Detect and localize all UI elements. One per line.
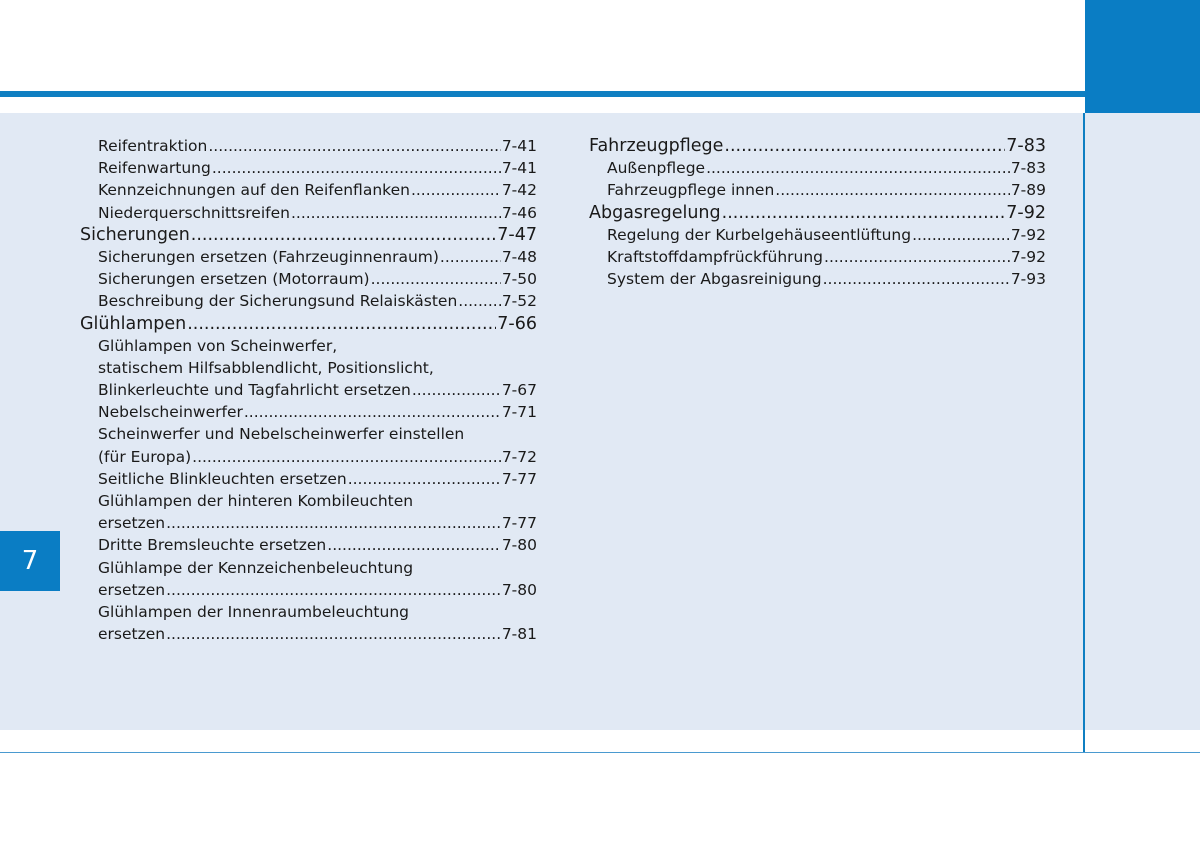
toc-entry <box>80 601 537 623</box>
toc-entry-title: Dritte Bremsleuchte ersetzen <box>98 536 327 555</box>
toc-leader-dots <box>187 313 496 335</box>
toc-page-number: 7-48 <box>501 247 537 266</box>
toc-entry <box>80 423 537 445</box>
toc-entry <box>80 202 537 224</box>
toc-entry-title: ersetzen <box>98 625 166 644</box>
toc-entry-title: Regelung der Kurbelgehäuseentlüftung <box>607 225 912 244</box>
toc-leader-dots <box>212 157 501 179</box>
toc-entry <box>80 401 537 423</box>
toc-entry-title: Sicherungen <box>80 224 190 245</box>
toc-page-number: 7-83 <box>1006 136 1046 156</box>
chapter-number: 7 <box>21 546 39 576</box>
toc-right-column <box>589 135 1046 290</box>
toc-page-number: 7-46 <box>501 203 537 222</box>
toc-entry <box>589 157 1046 179</box>
toc-page-number: 7-72 <box>501 447 537 466</box>
toc-leader-dots <box>724 135 1005 157</box>
toc-page-number: 7-92 <box>1010 247 1046 266</box>
toc-entry-title: ersetzen <box>98 514 166 533</box>
toc-leader-dots <box>208 135 500 157</box>
toc-leader-dots <box>412 379 501 401</box>
toc-entry <box>80 446 537 468</box>
toc-page-number: 7-67 <box>501 381 537 400</box>
toc-entry <box>80 534 537 556</box>
toc-page-number: 7-41 <box>501 137 537 155</box>
toc-leader-dots <box>824 246 1010 268</box>
toc-entry <box>80 135 537 157</box>
footer-rule <box>0 752 1200 753</box>
toc-leader-dots <box>291 202 501 224</box>
toc-leader-dots <box>411 179 501 201</box>
corner-tab <box>1085 0 1200 113</box>
toc-entry-title: Glühlampe der Kennzeichenbeleuchtung <box>98 558 414 577</box>
toc-entry-title: Glühlampen von Scheinwerfer, <box>98 336 338 355</box>
toc-entry-title: Kennzeichnungen auf den Reifenflanken <box>98 181 410 200</box>
right-margin-panel <box>1085 113 1200 730</box>
toc-entry <box>80 490 537 512</box>
toc-leader-dots <box>244 401 501 423</box>
toc-entry <box>589 246 1046 268</box>
toc-leader-dots <box>775 179 1010 201</box>
toc-entry <box>80 379 537 401</box>
toc-page-number: 7-52 <box>501 292 537 311</box>
toc-section-entry <box>80 224 537 246</box>
toc-entry-title: Glühlampen der hinteren Kombileuchten <box>98 492 414 510</box>
toc-entry-title: Niederquerschnittsreifen <box>98 203 290 222</box>
toc-leader-dots <box>458 290 501 312</box>
toc-entry <box>80 290 537 312</box>
toc-entry-title: Reifentraktion <box>98 137 208 155</box>
toc-entry <box>80 179 537 201</box>
header-rule <box>0 91 1085 97</box>
toc-page-number: 7-77 <box>501 469 537 488</box>
toc-page-number: 7-83 <box>1010 159 1046 178</box>
right-divider <box>1083 113 1085 753</box>
toc-page-number: 7-93 <box>1010 270 1046 289</box>
toc-section-entry <box>80 313 537 335</box>
toc-entry-title: Nebelscheinwerfer <box>98 403 243 422</box>
toc-section-entry <box>589 135 1046 157</box>
toc-left-column <box>80 135 537 645</box>
toc-entry <box>80 357 537 379</box>
toc-entry-title: statischem Hilfsabblendlicht, Positionslicht, <box>98 358 434 377</box>
toc-entry-title: (für Europa) <box>98 447 192 466</box>
toc-entry <box>80 157 537 179</box>
toc-entry-title: ersetzen <box>98 580 166 599</box>
toc-entry-title: Sicherungen ersetzen (Motorraum) <box>98 270 370 289</box>
toc-leader-dots <box>191 224 496 246</box>
toc-page-number: 7-47 <box>497 224 537 245</box>
toc-page-number: 7-42 <box>501 181 537 200</box>
toc-entry-title: Fahrzeugpflege <box>589 136 724 156</box>
toc-entry <box>589 268 1046 290</box>
toc-leader-dots <box>823 268 1010 290</box>
toc-entry <box>80 557 537 579</box>
toc-page-number: 7-66 <box>497 313 537 334</box>
toc-page-number: 7-81 <box>501 625 537 644</box>
toc-page-number: 7-77 <box>501 514 537 533</box>
toc-entry <box>589 224 1046 246</box>
toc-entry <box>80 468 537 490</box>
toc-entry-title: Außenpflege <box>607 159 706 178</box>
toc-section-entry <box>589 202 1046 224</box>
toc-entry <box>80 512 537 534</box>
toc-leader-dots <box>348 468 501 490</box>
toc-page-number: 7-50 <box>501 270 537 289</box>
toc-leader-dots <box>722 202 1006 224</box>
toc-leader-dots <box>706 157 1010 179</box>
toc-entry-title: Fahrzeugpflege innen <box>607 181 775 200</box>
toc-page-number: 7-92 <box>1010 225 1046 244</box>
toc-leader-dots <box>912 224 1010 246</box>
toc-entry-title: System der Abgasreinigung <box>607 270 822 289</box>
toc-leader-dots <box>166 512 501 534</box>
toc-entry-title: Scheinwerfer und Nebelscheinwerfer einstellen <box>98 425 465 444</box>
toc-entry <box>80 335 537 357</box>
toc-entry <box>589 179 1046 201</box>
toc-leader-dots <box>371 268 501 290</box>
toc-entry-title: Seitliche Blinkleuchten ersetzen <box>98 469 347 488</box>
toc-entry-title: Reifenwartung <box>98 159 211 178</box>
toc-page-number: 7-89 <box>1010 181 1046 200</box>
toc-page-number: 7-41 <box>501 159 537 178</box>
toc-page-number: 7-71 <box>501 403 537 422</box>
toc-entry-title: Glühlampen der Innenraumbeleuchtung <box>98 602 409 621</box>
toc-leader-dots <box>166 623 501 645</box>
toc-entry-title: Kraftstoffdampfrückführung <box>607 247 824 266</box>
toc-entry <box>80 268 537 290</box>
toc-entry <box>80 623 537 645</box>
toc-leader-dots <box>166 579 501 601</box>
chapter-number-tab <box>0 531 60 591</box>
toc-entry <box>80 579 537 601</box>
toc-entry-title: Abgasregelung <box>589 202 721 223</box>
toc-entry-title: Glühlampen <box>80 313 187 334</box>
toc-entry <box>80 246 537 268</box>
toc-leader-dots <box>192 446 501 468</box>
toc-page-number: 7-80 <box>501 536 537 555</box>
toc-page-number: 7-92 <box>1006 202 1046 223</box>
toc-entry-title: Sicherungen ersetzen (Fahrzeuginnenraum) <box>98 247 439 266</box>
toc-leader-dots <box>440 246 501 268</box>
toc-leader-dots <box>327 534 501 556</box>
toc-entry-title: Blinkerleuchte und Tagfahrlicht ersetzen <box>98 381 411 400</box>
toc-entry-title: Beschreibung der Sicherungsund Relaiskästen <box>98 292 458 311</box>
toc-page-number: 7-80 <box>501 580 537 599</box>
